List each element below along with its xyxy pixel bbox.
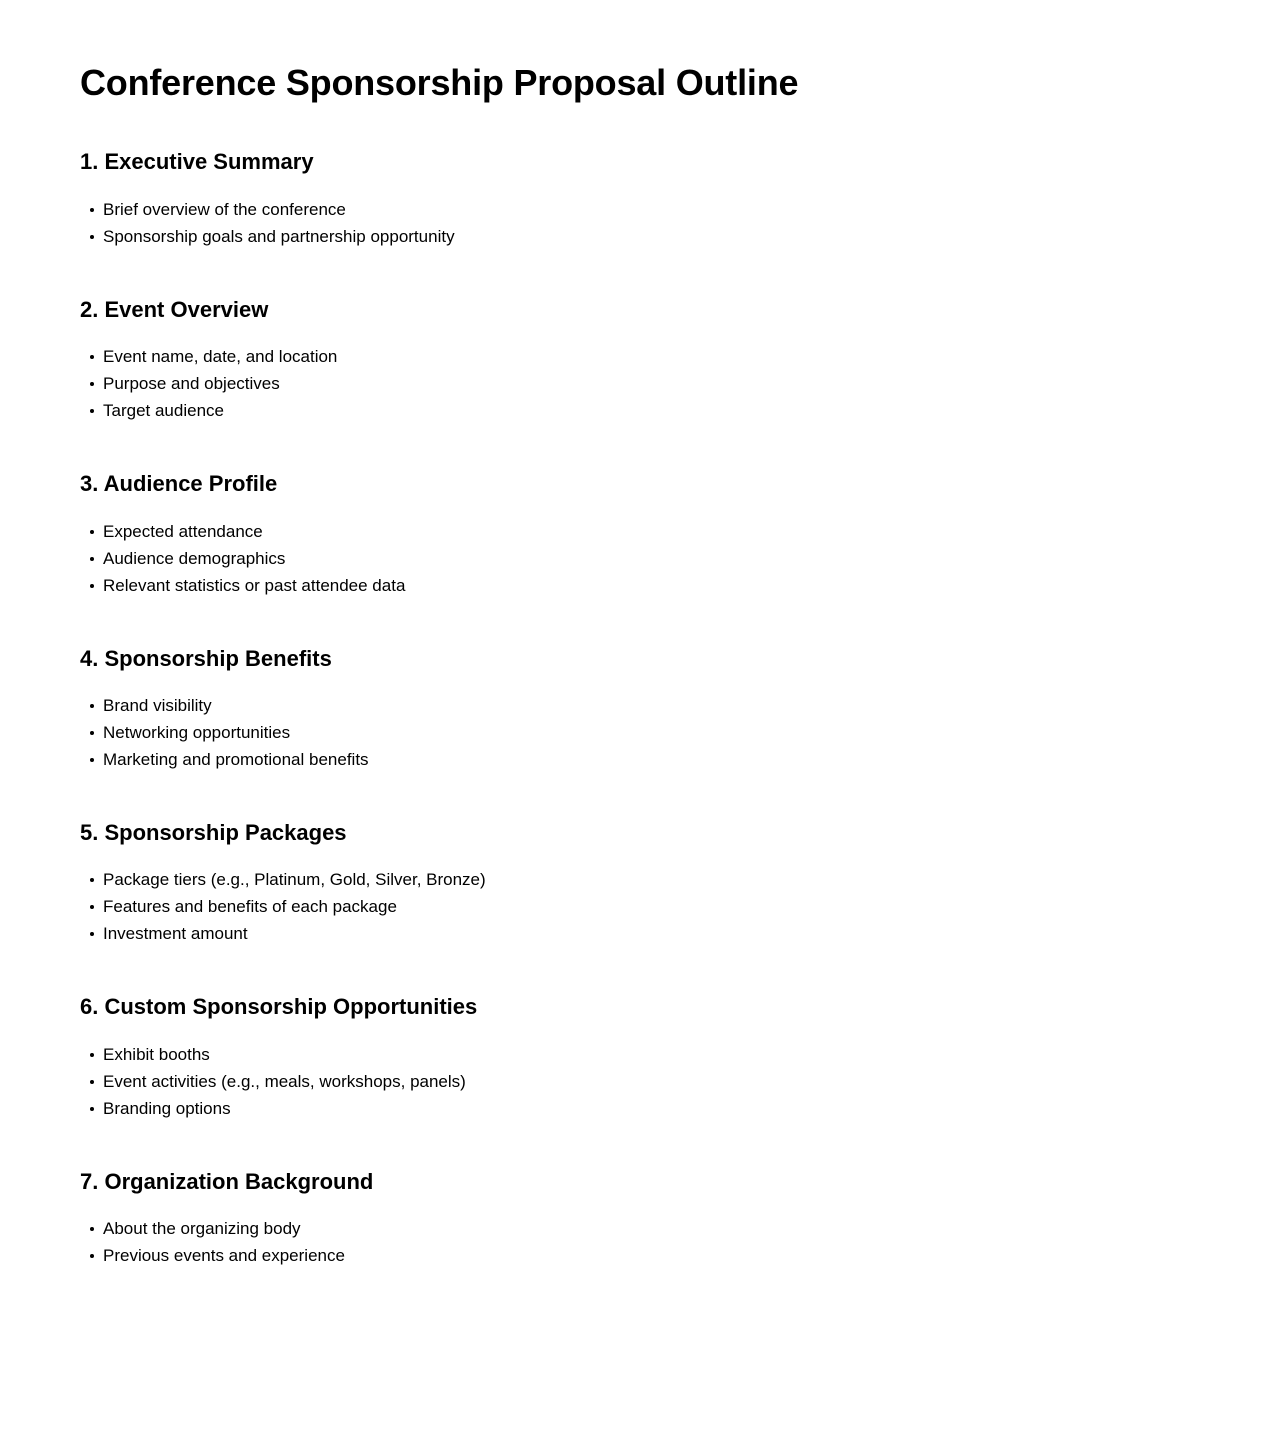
list-item: Marketing and promotional benefits [80, 746, 1263, 773]
section-bullet-list [80, 176, 1263, 250]
list-item: Branding options [80, 1095, 1263, 1122]
section-bullet-list [80, 672, 1263, 773]
list-item: Features and benefits of each package [80, 893, 1263, 920]
list-item: Previous events and experience [80, 1242, 1263, 1269]
list-item: About the organizing body [80, 1215, 1263, 1242]
section-bullet-list [80, 323, 1263, 424]
list-item: Audience demographics [80, 545, 1263, 572]
section-heading: 4. Sponsorship Benefits [80, 645, 332, 671]
list-item: Sponsorship goals and partnership opportunity [80, 223, 1263, 250]
list-item: Relevant statistics or past attendee data [80, 572, 1263, 599]
section-sponsorship-packages [80, 773, 1263, 947]
section-sponsorship-benefits [80, 599, 1263, 773]
list-item: Package tiers (e.g., Platinum, Gold, Silver, Bronze) [80, 866, 1263, 893]
list-item: Purpose and objectives [80, 370, 1263, 397]
section-heading: 3. Audience Profile [80, 471, 278, 497]
section-event-overview [80, 250, 1263, 424]
page-blank-area [0, 1300, 1263, 1451]
list-item: Event activities (e.g., meals, workshops, panels) [80, 1068, 1263, 1095]
page-title: Conference Sponsorship Proposal Outline [80, 62, 799, 103]
section-organization-background [80, 1122, 1263, 1269]
section-custom-sponsorship-opportunities [80, 947, 1263, 1121]
section-bullet-list [80, 1195, 1263, 1269]
list-item: Event name, date, and location [80, 343, 1263, 370]
section-heading: 6. Custom Sponsorship Opportunities [80, 994, 478, 1020]
list-item: Brand visibility [80, 692, 1263, 719]
list-item: Brief overview of the conference [80, 196, 1263, 223]
list-item: Exhibit booths [80, 1041, 1263, 1068]
section-heading: 7. Organization Background [80, 1168, 374, 1194]
section-audience-profile [80, 424, 1263, 598]
list-item: Investment amount [80, 920, 1263, 947]
section-bullet-list [80, 846, 1263, 947]
section-bullet-list [80, 498, 1263, 599]
list-item: Networking opportunities [80, 719, 1263, 746]
section-executive-summary [80, 103, 1263, 249]
section-heading: 1. Executive Summary [80, 149, 314, 175]
section-heading: 2. Event Overview [80, 296, 269, 322]
list-item: Target audience [80, 397, 1263, 424]
section-bullet-list [80, 1021, 1263, 1122]
section-heading: 5. Sponsorship Packages [80, 819, 347, 845]
list-item: Expected attendance [80, 518, 1263, 545]
